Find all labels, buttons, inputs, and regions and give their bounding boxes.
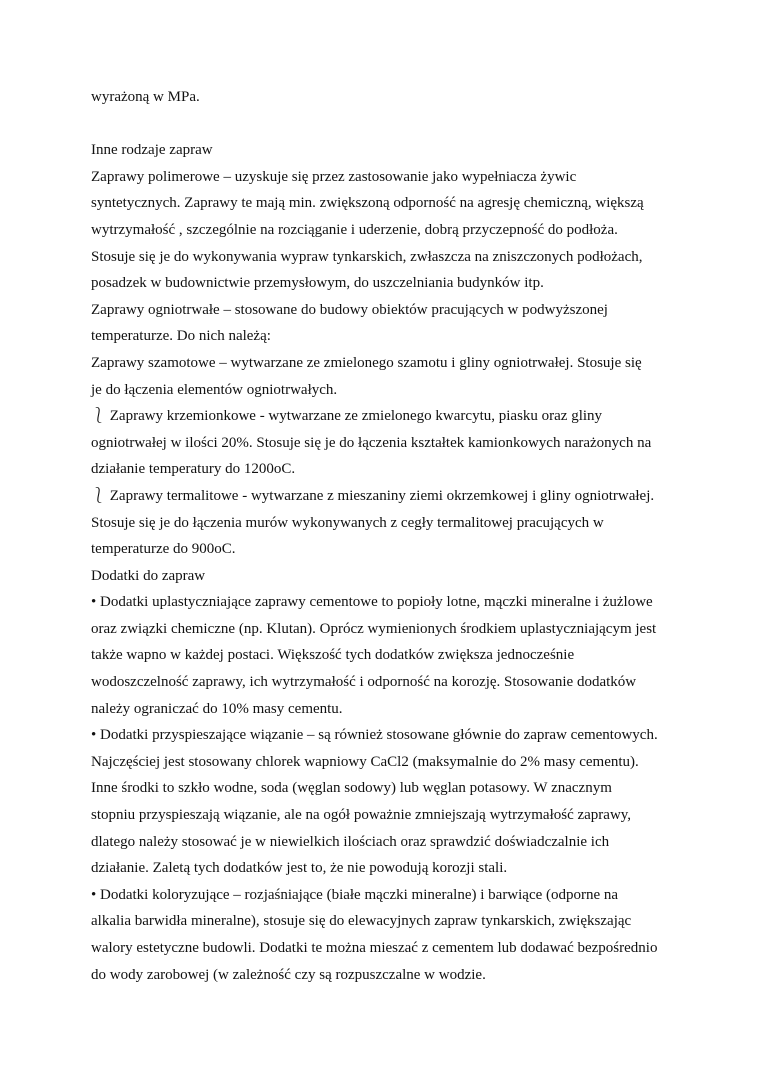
text-line-12: ogniotrwałej w ilości 20%. Stosuje się je do łączenia kształtek kamionkowych narażonych na	[91, 434, 652, 451]
text-line-23: • Dodatki przyspieszające wiązanie – są również stosowane głównie do zapraw cementowych.	[91, 727, 658, 744]
text-line-3: syntetycznych. Zaprawy te mają min. zwiększoną odporność na agresję chemiczną, większą	[91, 195, 644, 212]
text-line-28: działanie. Zaletą tych dodatków jest to, że nie powodują korozji stali.	[91, 860, 508, 877]
text-line-19: oraz związki chemiczne (np. Klutan). Oprócz wymienionych środkiem uplastyczniającym jest	[91, 620, 657, 637]
text-line-1: Inne rodzaje zapraw	[91, 142, 213, 159]
text-line-16: temperaturze do 900oC.	[91, 541, 236, 558]
text-line-14: ⎱ Zaprawy termalitowe - wytwarzane z mieszaniny ziemi okrzemkowej i gliny ogniotrwałej.	[91, 487, 655, 504]
text-line-7: Zaprawy ogniotrwałe – stosowane do budowy obiektów pracujących w podwyższonej	[91, 301, 608, 318]
text-line-25: Inne środki to szkło wodne, soda (węglan sodowy) lub węglan potasowy. W znacznym	[91, 780, 612, 797]
paragraph-gap	[91, 111, 691, 138]
main-text-block	[91, 137, 691, 988]
text-line-29: • Dodatki koloryzujące – rozjaśniające (białe mączki mineralne) i barwiące (odporne na	[91, 886, 619, 903]
text-line-24: Najczęściej jest stosowany chlorek wapniowy CaCl2 (maksymalnie do 2% masy cementu).	[91, 753, 639, 770]
text-line-21: wodoszczelność zaprawy, ich wytrzymałość i odporność na korozję. Stosowanie dodatków	[91, 674, 637, 691]
text-line-15: Stosuje się je do łączenia murów wykonywanych z cegły termalitowej pracujących w	[91, 514, 604, 531]
text-line-17: Dodatki do zapraw	[91, 567, 206, 584]
document-page	[91, 84, 691, 988]
text-line-27: dlatego należy stosować je w niewielkich ilościach oraz sprawdzić doświadczalnie ich	[91, 833, 610, 850]
text-line-13: działanie temperatury do 1200oC.	[91, 461, 296, 478]
text-line-10: je do łączenia elementów ogniotrwałych.	[91, 381, 338, 398]
text-line-32: do wody zarobowej (w zależność czy są rozpuszczalne w wodzie.	[91, 966, 486, 983]
text-line-18: • Dodatki uplastyczniające zaprawy cementowe to popioły lotne, mączki mineralne i żużlowe	[91, 594, 653, 611]
text-line-6: posadzek w budownictwie przemysłowym, do uszczelniania budynków itp.	[91, 275, 544, 292]
text-line-22: należy ograniczać do 10% masy cementu.	[91, 700, 343, 717]
text-line-4: wytrzymałość , szczególnie na rozciąganie i uderzenie, dobrą przyczepność do podłoża.	[91, 221, 618, 238]
text-line-8: temperaturze. Do nich należą:	[91, 328, 271, 345]
text-line-11: ⎱ Zaprawy krzemionkowe - wytwarzane ze zmielonego kwarcytu, piasku oraz gliny	[91, 408, 603, 425]
text-line-20: także wapno w każdej postaci. Większość tych dodatków zwiększa jednocześnie	[91, 647, 575, 664]
text-line-9: Zaprawy szamotowe – wytwarzane ze zmielonego szamotu i gliny ogniotrwałej. Stosuje się	[91, 354, 642, 371]
text-line-2: Zaprawy polimerowe – uzyskuje się przez zastosowanie jako wypełniacza żywic	[91, 168, 577, 185]
text-line-26: stopniu przyspieszają wiązanie, ale na ogół poważnie zmniejszają wytrzymałość zaprawy,	[91, 807, 632, 824]
text-line-top-1: wyrażoną w MPa.	[91, 89, 200, 105]
text-line-31: walory estetyczne budowli. Dodatki te można mieszać z cementem lub dodawać bezpośrednio	[91, 940, 658, 956]
top-text-block	[91, 84, 691, 111]
text-line-5: Stosuje się je do wykonywania wypraw tynkarskich, zwłaszcza na zniszczonych podłożach,	[91, 248, 643, 265]
text-line-30: alkalia barwidła mineralne), stosuje się do elewacyjnych zapraw tynkarskich, zwiększając	[91, 913, 632, 930]
